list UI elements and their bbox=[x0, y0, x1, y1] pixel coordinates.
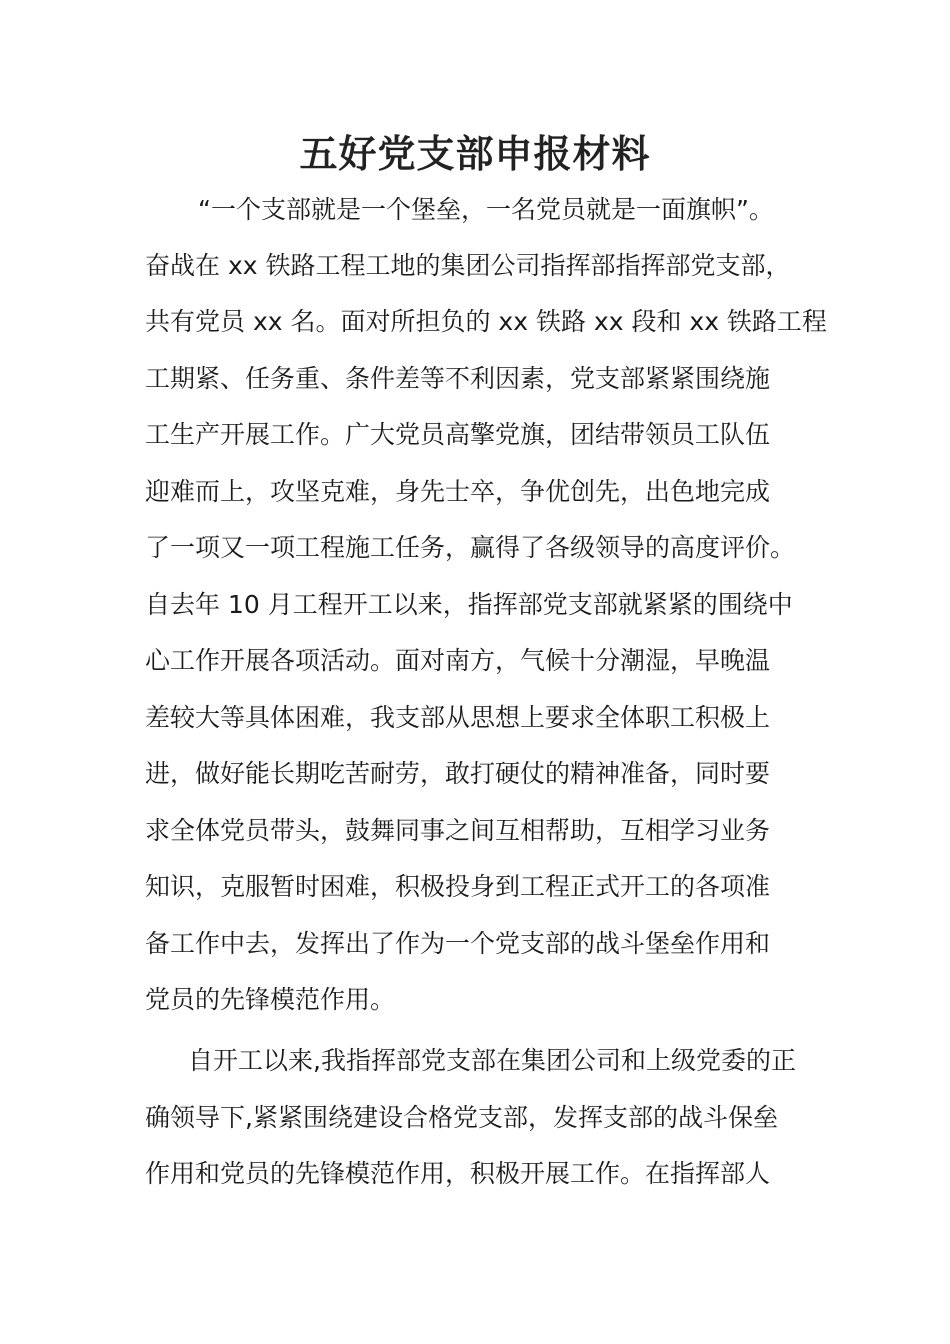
paragraph-1-line-2: 奋战在 xx 铁路工程工地的集团公司指挥部指挥部党支部， bbox=[145, 251, 791, 280]
paragraph-1-line-12: 求全体党员带头，鼓舞同事之间互相帮助，互相学习业务 bbox=[145, 816, 771, 845]
paragraph-1-line-14: 备工作中去，发挥出了作为一个党支部的战斗堡垒作用和 bbox=[145, 929, 771, 958]
paragraph-1-line-4: 工期紧、任务重、条件差等不利因素，党支部紧紧围绕施 bbox=[145, 364, 771, 393]
document-title: 五好党支部申报材料 bbox=[299, 132, 651, 176]
paragraph-2-line-3: 作用和党员的先锋模范作用，积极开展工作。在指挥部人 bbox=[145, 1159, 771, 1188]
paragraph-1-line-13: 知识，克服暂时困难，积极投身到工程正式开工的各项准 bbox=[145, 872, 771, 901]
paragraph-1-line-15: 党员的先锋模范作用。 bbox=[145, 985, 396, 1014]
paragraph-1-line-6: 迎难而上，攻坚克难，身先士卒，争优创先，出色地完成 bbox=[145, 477, 771, 506]
paragraph-1-line-11: 进，做好能长期吃苦耐劳，敢打硬仗的精神准备，同时要 bbox=[145, 759, 771, 788]
paragraph-2-line-2: 确领导下,紧紧围绕建设合格党支部，发挥支部的战斗保垒 bbox=[145, 1103, 778, 1132]
paragraph-1-line-9: 心工作开展各项活动。面对南方，气候十分潮湿，早晚温 bbox=[145, 646, 771, 675]
paragraph-2-line-1: 自开工以来,我指挥部党支部在集团公司和上级党委的正 bbox=[188, 1046, 796, 1075]
paragraph-1-line-7: 了一项又一项工程施工任务，赢得了各级领导的高度评价。 bbox=[145, 533, 796, 562]
paragraph-1-line-1: “一个支部就是一个堡垒，一名党员就是一面旗帜”。 bbox=[198, 195, 774, 224]
paragraph-1-line-8: 自去年 10 月工程开工以来，指挥部党支部就紧紧的围绕中 bbox=[145, 590, 793, 619]
paragraph-1-line-10: 差较大等具体困难，我支部从思想上要求全体职工积极上 bbox=[145, 703, 771, 732]
paragraph-1-line-5: 工生产开展工作。广大党员高擎党旗，团结带领员工队伍 bbox=[145, 420, 771, 449]
paragraph-1-line-3: 共有党员 xx 名。面对所担负的 xx 铁路 xx 段和 xx 铁路工程 bbox=[145, 307, 827, 336]
